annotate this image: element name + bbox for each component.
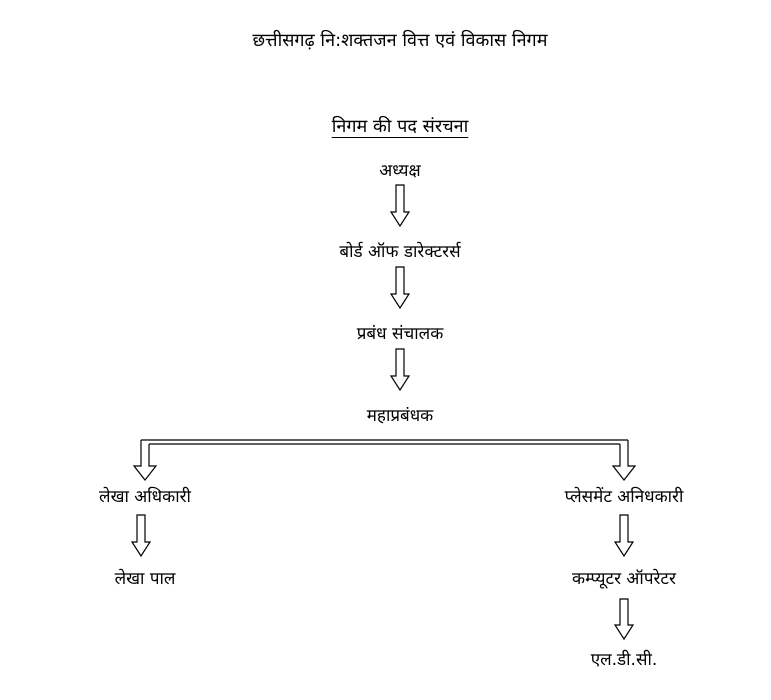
chart-subtitle: निगम की पद संरचना (331, 116, 469, 137)
arrow-md-to-gm (391, 349, 409, 390)
node-general-manager: महाप्रबंधक (366, 406, 434, 426)
node-ldc: एल.डी.सी. (590, 650, 658, 670)
arrow-gm-to-accounts-officer (134, 440, 156, 480)
arrow-gm-to-placement-officer (613, 440, 635, 480)
node-accounts-officer: लेखा अधिकारी (99, 487, 191, 507)
node-chairman: अध्यक्ष (379, 161, 421, 181)
node-managing-director: प्रबंध संचालक (356, 324, 444, 344)
arrow-chairman-to-board (391, 185, 409, 226)
node-computer-operator: कम्प्यूटर ऑपरेटर (572, 569, 676, 589)
node-accountant: लेखा पाल (114, 569, 176, 589)
node-placement-officer: प्लेसमेंट अनिधकारी (564, 487, 684, 507)
arrow-placement-to-operator (615, 515, 633, 556)
arrow-board-to-md (391, 267, 409, 308)
node-board-of-directors: बोर्ड ऑफ डारेक्टरर्स (339, 242, 461, 262)
arrow-operator-to-ldc (615, 599, 633, 639)
arrow-accounts-officer-to-accountant (132, 515, 150, 556)
page-title: छत्तीसगढ़ नि:शक्तजन वित्त एवं विकास निगम (252, 30, 548, 51)
